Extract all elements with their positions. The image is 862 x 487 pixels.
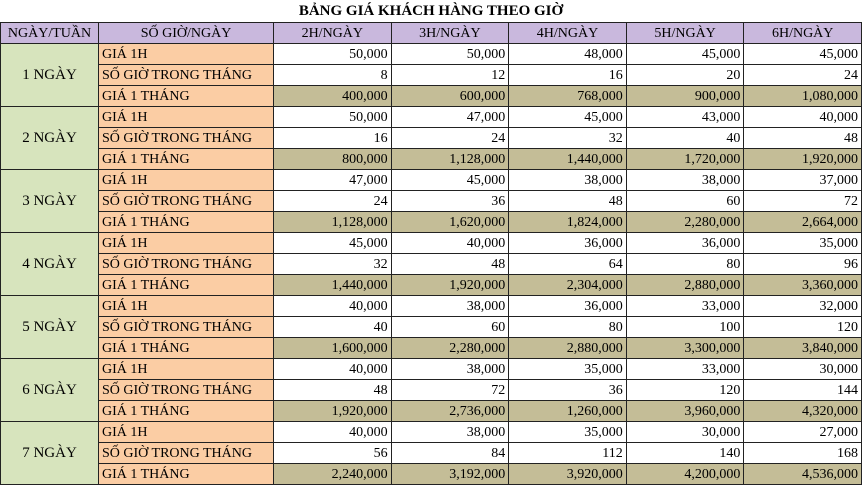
value-cell: 38,000 [509, 170, 627, 191]
row-label: GIÁ 1 THÁNG [99, 401, 274, 422]
row-label: GIÁ 1 THÁNG [99, 464, 274, 485]
value-cell: 37,000 [744, 170, 862, 191]
table-row [1, 233, 862, 254]
day-group-cell: 5 NGÀY [1, 296, 99, 359]
table-row [1, 149, 862, 170]
value-cell: 24 [391, 128, 509, 149]
value-cell: 35,000 [744, 233, 862, 254]
value-cell: 32 [509, 128, 627, 149]
row-label: GIÁ 1H [99, 233, 274, 254]
day-group-cell: 4 NGÀY [1, 233, 99, 296]
value-cell: 1,720,000 [626, 149, 744, 170]
row-label: SỐ GIỜ TRONG THÁNG [99, 128, 274, 149]
value-cell: 36,000 [626, 233, 744, 254]
value-cell: 32 [274, 254, 392, 275]
value-cell: 400,000 [274, 86, 392, 107]
table-row [1, 170, 862, 191]
table-row [1, 212, 862, 233]
row-label: SỐ GIỜ TRONG THÁNG [99, 317, 274, 338]
header-cell: 5H/NGÀY [626, 23, 744, 44]
value-cell: 47,000 [391, 107, 509, 128]
table-row [1, 296, 862, 317]
table-row [1, 254, 862, 275]
header-cell: NGÀY/TUẦN [1, 23, 99, 44]
row-label: GIÁ 1H [99, 44, 274, 65]
value-cell: 120 [626, 380, 744, 401]
value-cell: 144 [744, 380, 862, 401]
row-label: SỐ GIỜ TRONG THÁNG [99, 254, 274, 275]
value-cell: 1,440,000 [274, 275, 392, 296]
value-cell: 40,000 [274, 422, 392, 443]
header-cell: 6H/NGÀY [744, 23, 862, 44]
row-label: GIÁ 1 THÁNG [99, 338, 274, 359]
value-cell: 50,000 [274, 107, 392, 128]
value-cell: 38,000 [391, 359, 509, 380]
value-cell: 72 [391, 380, 509, 401]
value-cell: 43,000 [626, 107, 744, 128]
value-cell: 800,000 [274, 149, 392, 170]
value-cell: 32,000 [744, 296, 862, 317]
price-table [0, 22, 862, 485]
value-cell: 2,880,000 [509, 338, 627, 359]
value-cell: 36,000 [509, 296, 627, 317]
value-cell: 2,664,000 [744, 212, 862, 233]
value-cell: 8 [274, 65, 392, 86]
value-cell: 768,000 [509, 86, 627, 107]
value-cell: 48 [744, 128, 862, 149]
value-cell: 56 [274, 443, 392, 464]
value-cell: 40 [274, 317, 392, 338]
value-cell: 2,280,000 [626, 212, 744, 233]
value-cell: 64 [509, 254, 627, 275]
table-row [1, 359, 862, 380]
value-cell: 2,736,000 [391, 401, 509, 422]
value-cell: 4,320,000 [744, 401, 862, 422]
value-cell: 1,920,000 [391, 275, 509, 296]
table-row [1, 380, 862, 401]
value-cell: 36 [509, 380, 627, 401]
table-title: BẢNG GIÁ KHÁCH HÀNG THEO GIỜ [298, 3, 564, 19]
value-cell: 33,000 [626, 296, 744, 317]
value-cell: 3,300,000 [626, 338, 744, 359]
row-label: GIÁ 1H [99, 296, 274, 317]
table-row [1, 422, 862, 443]
value-cell: 35,000 [509, 359, 627, 380]
value-cell: 1,620,000 [391, 212, 509, 233]
table-body [1, 44, 862, 485]
value-cell: 48 [509, 191, 627, 212]
value-cell: 40,000 [391, 233, 509, 254]
row-label: SỐ GIỜ TRONG THÁNG [99, 65, 274, 86]
value-cell: 1,920,000 [744, 149, 862, 170]
value-cell: 3,192,000 [391, 464, 509, 485]
value-cell: 24 [274, 191, 392, 212]
value-cell: 120 [744, 317, 862, 338]
header-cell: SỐ GIỜ/NGÀY [99, 23, 274, 44]
value-cell: 3,960,000 [626, 401, 744, 422]
value-cell: 36 [391, 191, 509, 212]
row-label: SỐ GIỜ TRONG THÁNG [99, 191, 274, 212]
header-cell: 3H/NGÀY [391, 23, 509, 44]
header-cell: 2H/NGÀY [274, 23, 392, 44]
table-row [1, 65, 862, 86]
table-row [1, 191, 862, 212]
value-cell: 24 [744, 65, 862, 86]
value-cell: 1,824,000 [509, 212, 627, 233]
value-cell: 1,128,000 [274, 212, 392, 233]
value-cell: 40 [626, 128, 744, 149]
value-cell: 38,000 [391, 296, 509, 317]
value-cell: 48 [274, 380, 392, 401]
value-cell: 1,600,000 [274, 338, 392, 359]
value-cell: 45,000 [744, 44, 862, 65]
value-cell: 48 [391, 254, 509, 275]
table-row [1, 338, 862, 359]
row-label: GIÁ 1 THÁNG [99, 149, 274, 170]
value-cell: 2,880,000 [626, 275, 744, 296]
day-group-cell: 6 NGÀY [1, 359, 99, 422]
value-cell: 40,000 [274, 359, 392, 380]
day-group-cell: 7 NGÀY [1, 422, 99, 485]
value-cell: 16 [274, 128, 392, 149]
row-label: GIÁ 1H [99, 422, 274, 443]
value-cell: 72 [744, 191, 862, 212]
table-row [1, 275, 862, 296]
value-cell: 45,000 [274, 233, 392, 254]
value-cell: 45,000 [391, 170, 509, 191]
row-label: SỐ GIỜ TRONG THÁNG [99, 380, 274, 401]
value-cell: 36,000 [509, 233, 627, 254]
value-cell: 47,000 [274, 170, 392, 191]
table-row [1, 443, 862, 464]
day-group-cell: 2 NGÀY [1, 107, 99, 170]
value-cell: 600,000 [391, 86, 509, 107]
value-cell: 35,000 [509, 422, 627, 443]
row-label: GIÁ 1H [99, 107, 274, 128]
value-cell: 45,000 [509, 107, 627, 128]
value-cell: 60 [391, 317, 509, 338]
value-cell: 45,000 [626, 44, 744, 65]
value-cell: 30,000 [626, 422, 744, 443]
table-row [1, 128, 862, 149]
table-row [1, 464, 862, 485]
value-cell: 80 [626, 254, 744, 275]
value-cell: 84 [391, 443, 509, 464]
value-cell: 1,080,000 [744, 86, 862, 107]
header-cell: 4H/NGÀY [509, 23, 627, 44]
value-cell: 1,260,000 [509, 401, 627, 422]
value-cell: 50,000 [391, 44, 509, 65]
value-cell: 48,000 [509, 44, 627, 65]
value-cell: 96 [744, 254, 862, 275]
value-cell: 60 [626, 191, 744, 212]
value-cell: 1,128,000 [391, 149, 509, 170]
header-row [1, 23, 862, 44]
row-label: GIÁ 1 THÁNG [99, 212, 274, 233]
table-row [1, 86, 862, 107]
value-cell: 2,280,000 [391, 338, 509, 359]
value-cell: 30,000 [744, 359, 862, 380]
row-label: GIÁ 1H [99, 359, 274, 380]
value-cell: 1,920,000 [274, 401, 392, 422]
value-cell: 900,000 [626, 86, 744, 107]
value-cell: 2,304,000 [509, 275, 627, 296]
day-group-cell: 1 NGÀY [1, 44, 99, 107]
value-cell: 40,000 [744, 107, 862, 128]
value-cell: 4,200,000 [626, 464, 744, 485]
value-cell: 112 [509, 443, 627, 464]
value-cell: 168 [744, 443, 862, 464]
value-cell: 38,000 [391, 422, 509, 443]
row-label: GIÁ 1 THÁNG [99, 275, 274, 296]
value-cell: 2,240,000 [274, 464, 392, 485]
row-label: GIÁ 1H [99, 170, 274, 191]
table-row [1, 317, 862, 338]
value-cell: 140 [626, 443, 744, 464]
value-cell: 3,920,000 [509, 464, 627, 485]
value-cell: 40,000 [274, 296, 392, 317]
value-cell: 20 [626, 65, 744, 86]
row-label: GIÁ 1 THÁNG [99, 86, 274, 107]
table-row [1, 401, 862, 422]
table-row [1, 107, 862, 128]
value-cell: 4,536,000 [744, 464, 862, 485]
value-cell: 80 [509, 317, 627, 338]
value-cell: 1,440,000 [509, 149, 627, 170]
value-cell: 16 [509, 65, 627, 86]
row-label: SỐ GIỜ TRONG THÁNG [99, 443, 274, 464]
table-row [1, 44, 862, 65]
value-cell: 3,360,000 [744, 275, 862, 296]
value-cell: 3,840,000 [744, 338, 862, 359]
day-group-cell: 3 NGÀY [1, 170, 99, 233]
value-cell: 100 [626, 317, 744, 338]
value-cell: 27,000 [744, 422, 862, 443]
value-cell: 50,000 [274, 44, 392, 65]
value-cell: 33,000 [626, 359, 744, 380]
value-cell: 12 [391, 65, 509, 86]
value-cell: 38,000 [626, 170, 744, 191]
